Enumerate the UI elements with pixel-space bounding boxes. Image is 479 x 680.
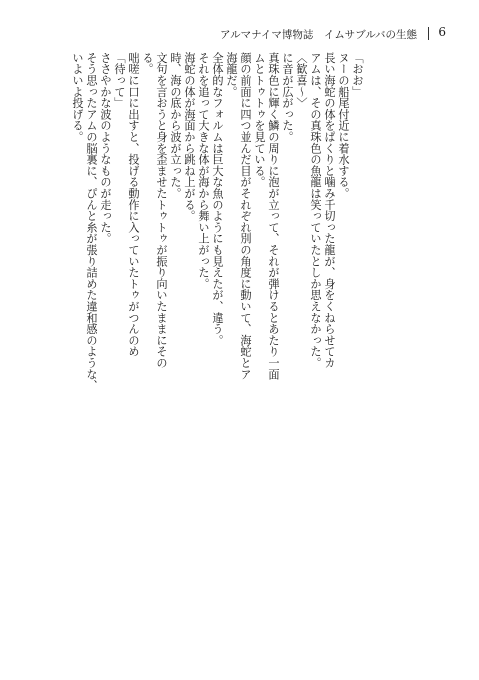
text-column [392, 52, 406, 642]
text-column: 文句を言おうと身を歪ませたトゥトゥが振り向いたままにその [155, 52, 168, 369]
text-column: 海蛇の体が海面から跳ね上がる。 [183, 52, 196, 222]
text-column: 真珠色に輝く鱗の周りに泡が立って、それが弾けるとあたり一面 [267, 52, 280, 380]
text-column: いよいよ投げる。 [71, 52, 84, 143]
text-column: ムとトゥトゥを見ている。 [253, 52, 266, 188]
text-column: に音が広がった。 [281, 52, 294, 143]
header-divider [428, 27, 429, 40]
text-column: 時、海の底から波が立った。 [169, 52, 182, 199]
text-column: 長い海蛇の体をぱくりと噛み千切った龍が、身をくねらせてカ [323, 52, 336, 369]
text-column: 全体的なフォルムは巨大な魚のようにも見えたが、違う。 [211, 52, 224, 346]
text-column [364, 52, 378, 642]
text-column: ささやかな波のようなものが走った。 [99, 52, 112, 245]
text-column: 海龍だ。 [225, 52, 238, 98]
text-column: 咄嗟に口に出すと、投げる動作に入っていたトゥがつんのめ [127, 52, 140, 358]
text-column: 「待って」 [113, 52, 126, 109]
text-column: アムは、その真珠色の魚龍は笑っていたとしか思えなかった。 [309, 52, 322, 369]
text-column: 「おお」 [351, 52, 364, 98]
page-number: 6 [438, 25, 446, 39]
text-column: そう思ったアムの脳裏に、ぴんと糸が張り詰めた違和感のような、 [85, 52, 98, 391]
header-title: アルマナイマ博物誌 イムサブルバの生態 [220, 29, 417, 41]
text-column: それを追って大きな体が海から舞い上がった。 [197, 52, 210, 290]
text-column: る。 [141, 52, 154, 75]
text-column: 顔の前面に四つ並んだ目がそれぞれ別の角度に動いて、海蛇とア [239, 52, 252, 380]
text-column: 〈歓喜〜〉 [295, 52, 308, 109]
text-column: ヌーの船尾付近に着水する。 [337, 52, 350, 199]
text-column [378, 52, 392, 642]
